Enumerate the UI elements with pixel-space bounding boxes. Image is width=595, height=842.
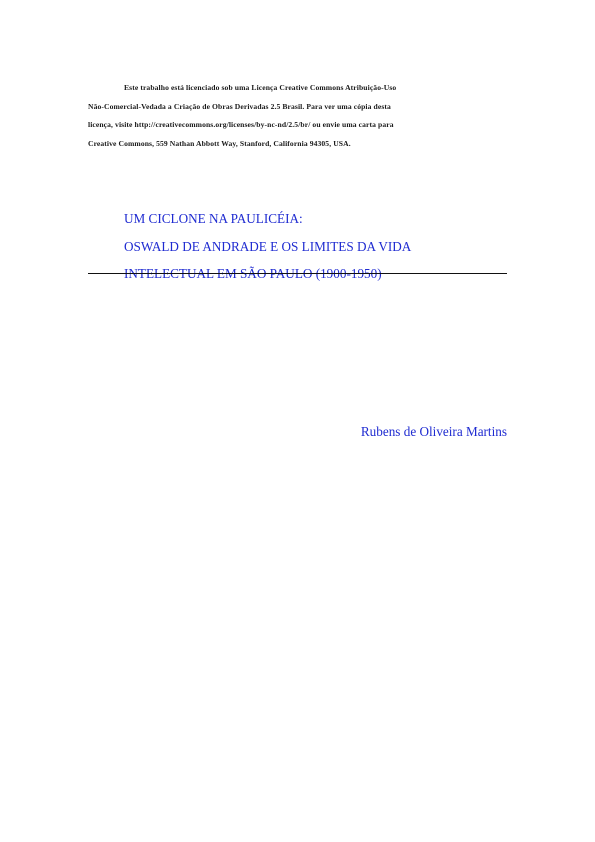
license-notice	[88, 79, 508, 153]
license-line: licença, visite http://creativecommons.org/licenses/by-nc-nd/2.5/br/ ou envie uma carta para	[88, 120, 394, 129]
title-line: OSWALD DE ANDRADE E OS LIMITES DA VIDA	[124, 238, 412, 254]
license-line: Este trabalho está licenciado sob uma Licença Creative Commons Atribuição-Uso	[124, 83, 397, 92]
title-line: UM CICLONE NA PAULICÉIA:	[124, 211, 303, 226]
author-name: Rubens de Oliveira Martins	[360, 424, 507, 439]
title-line: INTELECTUAL EM SÃO PAULO (1900-1950)	[124, 266, 382, 281]
license-line: Creative Commons, 559 Nathan Abbott Way, Stanford, California 94305, USA.	[88, 138, 351, 148]
title-divider	[88, 273, 507, 274]
license-line: Não-Comercial-Vedada a Criação de Obras Derivadas 2.5 Brasil. Para ver uma cópia desta	[88, 101, 391, 111]
document-title	[124, 205, 504, 288]
